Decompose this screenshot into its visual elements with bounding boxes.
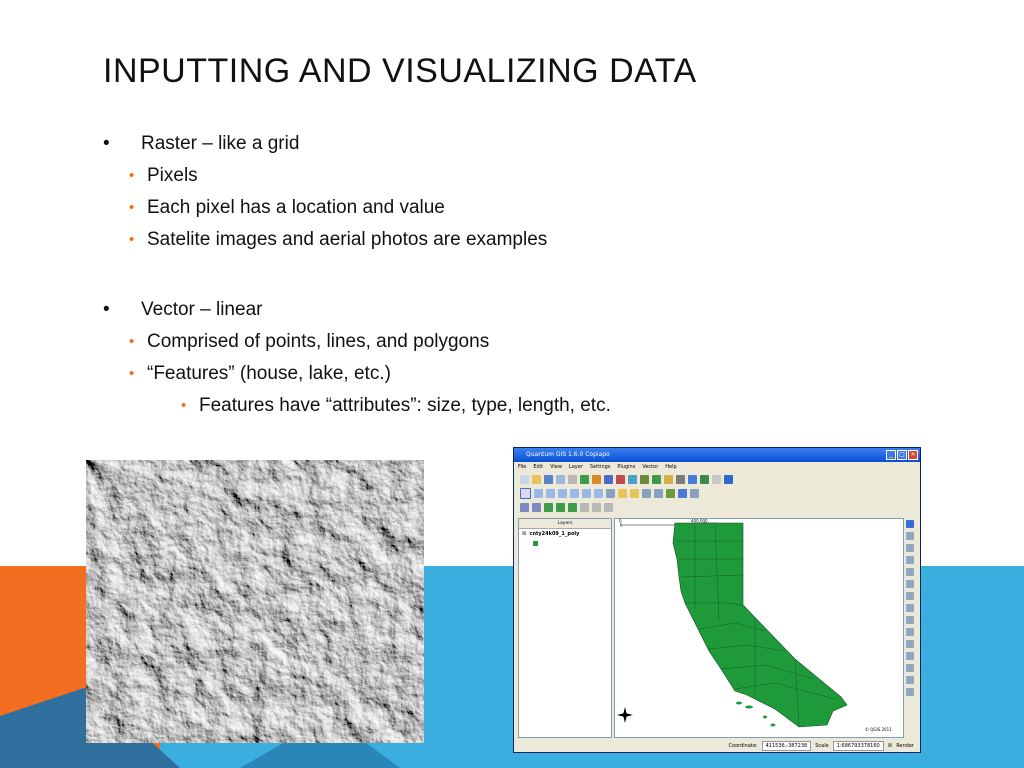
layers-panel-title: Layers xyxy=(519,519,611,529)
print-icon[interactable] xyxy=(568,475,577,484)
zoom-full-icon[interactable] xyxy=(558,489,567,498)
layer-icon[interactable] xyxy=(652,475,661,484)
add-spatialite-icon[interactable] xyxy=(616,475,625,484)
bullet-raster xyxy=(103,128,903,160)
layer-name: cnty24k09_1_poly xyxy=(529,531,580,537)
open-project-icon[interactable] xyxy=(532,475,541,484)
tool-icon[interactable] xyxy=(906,580,914,588)
toolbar-row-1 xyxy=(514,472,920,486)
tool-icon[interactable] xyxy=(906,676,914,684)
bullet-raster-label: Raster – like a grid xyxy=(141,133,300,154)
sub-bullet xyxy=(103,160,903,192)
sub-bullet-text: Each pixel has a location and value xyxy=(147,197,445,218)
qgis-window xyxy=(513,447,921,753)
menu-edit[interactable]: Edit xyxy=(533,464,544,470)
tool-icon[interactable] xyxy=(906,592,914,600)
sub-sub-bullet-text: Features have “attributes”: size, type, length, etc. xyxy=(199,395,611,416)
help-icon[interactable] xyxy=(724,475,733,484)
california-polygon xyxy=(673,523,847,727)
render-label: Render xyxy=(896,743,914,749)
bullet-dot: • xyxy=(181,397,187,414)
render-checkbox[interactable]: ☒ xyxy=(887,743,893,749)
north-arrow-icon xyxy=(617,707,633,723)
add-raster-icon[interactable] xyxy=(592,475,601,484)
menu-view[interactable]: View xyxy=(550,464,562,470)
refresh-icon[interactable] xyxy=(606,489,615,498)
tool-icon[interactable] xyxy=(906,556,914,564)
sub-sub-bullet xyxy=(103,390,903,422)
sub-bullet-text: “Features” (house, lake, etc.) xyxy=(147,363,391,384)
new-layer-icon[interactable] xyxy=(640,475,649,484)
node-tool-icon[interactable] xyxy=(592,503,601,512)
capture-point-icon[interactable] xyxy=(544,503,553,512)
zoom-last-icon[interactable] xyxy=(594,489,603,498)
layer-legend xyxy=(519,539,611,548)
menu-vector[interactable]: Vector xyxy=(642,464,659,470)
tool-icon[interactable] xyxy=(906,652,914,660)
raster-hillshade-image xyxy=(86,460,424,743)
coordinate-label: Coordinate: xyxy=(728,743,758,749)
deselect-icon[interactable] xyxy=(642,489,651,498)
measure-icon[interactable] xyxy=(666,489,675,498)
move-feature-icon[interactable] xyxy=(580,503,589,512)
add-vector-icon[interactable] xyxy=(580,475,589,484)
coordinate-field: 411536,-387238 xyxy=(762,741,812,751)
layer-visibility-checkbox[interactable]: ☒ xyxy=(522,531,527,537)
sub-bullet-text: Pixels xyxy=(147,165,198,186)
tool-icon[interactable] xyxy=(906,688,914,696)
sub-bullet xyxy=(103,326,903,358)
scale-bar-start: 0 xyxy=(619,519,622,524)
map-tips-icon[interactable] xyxy=(678,489,687,498)
menu-settings[interactable]: Settings xyxy=(589,464,611,470)
capture-polygon-icon[interactable] xyxy=(568,503,577,512)
tool-icon[interactable] xyxy=(906,544,914,552)
bullet-list xyxy=(103,128,903,422)
copyright-label: © QGIS 2011 xyxy=(865,727,892,732)
bullet-dot: • xyxy=(103,299,110,320)
toolbar-row-2 xyxy=(514,486,920,500)
save-as-icon[interactable] xyxy=(556,475,565,484)
menu-help[interactable]: Help xyxy=(665,464,677,470)
identify-icon[interactable] xyxy=(618,489,627,498)
overview-icon[interactable] xyxy=(688,475,697,484)
delete-selected-icon[interactable] xyxy=(604,503,613,512)
tool-icon[interactable] xyxy=(906,640,914,648)
scale-bar-end: 400,000 xyxy=(691,519,708,524)
bullet-dot: • xyxy=(129,231,135,248)
toolbar-row-3 xyxy=(514,500,920,514)
status-bar xyxy=(514,740,920,752)
layer-item[interactable] xyxy=(519,529,611,539)
tool-icon[interactable] xyxy=(906,532,914,540)
bullet-dot: • xyxy=(129,365,135,382)
menu-layer[interactable]: Layer xyxy=(568,464,583,470)
menubar xyxy=(514,462,920,472)
select-icon[interactable] xyxy=(630,489,639,498)
tool-icon[interactable] xyxy=(906,664,914,672)
capture-line-icon[interactable] xyxy=(556,503,565,512)
slide-title: INPUTTING AND VISUALIZING DATA xyxy=(103,52,697,90)
sub-bullet xyxy=(103,192,903,224)
right-toolbar xyxy=(906,520,916,696)
tool-icon[interactable] xyxy=(906,628,914,636)
bullet-dot: • xyxy=(103,133,110,154)
add-postgis-icon[interactable] xyxy=(604,475,613,484)
california-county-map xyxy=(615,519,903,737)
bullet-dot: • xyxy=(129,333,135,350)
scale-label: Scale xyxy=(815,743,829,749)
pan-icon[interactable] xyxy=(520,488,531,499)
menu-plugins[interactable]: Plugins xyxy=(617,464,636,470)
window-titlebar xyxy=(514,448,920,462)
add-wms-icon[interactable] xyxy=(628,475,637,484)
zoom-selection-icon[interactable] xyxy=(570,489,579,498)
edit-icon[interactable] xyxy=(664,475,673,484)
save-project-icon[interactable] xyxy=(544,475,553,484)
bullet-dot: • xyxy=(129,199,135,216)
maximize-button[interactable]: □ xyxy=(897,450,907,460)
sub-bullet-text: Satelite images and aerial photos are examples xyxy=(147,229,548,250)
map-canvas[interactable] xyxy=(614,518,904,738)
layers-panel xyxy=(518,518,612,738)
bookmark-icon[interactable] xyxy=(690,489,699,498)
show-all-icon[interactable] xyxy=(700,475,709,484)
new-project-icon[interactable] xyxy=(520,475,529,484)
layer-symbol-swatch xyxy=(533,541,538,546)
bullet-vector-label: Vector – linear xyxy=(141,299,263,320)
bullet-dot: • xyxy=(129,167,135,184)
zoom-out-icon[interactable] xyxy=(546,489,555,498)
tool-icon[interactable] xyxy=(906,568,914,576)
save-edits-icon[interactable] xyxy=(532,503,541,512)
tool-icon[interactable] xyxy=(906,616,914,624)
zoom-layer-icon[interactable] xyxy=(582,489,591,498)
sub-bullet xyxy=(103,224,903,256)
minimize-button[interactable]: _ xyxy=(886,450,896,460)
digitize-icon[interactable] xyxy=(520,503,529,512)
sub-bullet-text: Comprised of points, lines, and polygons xyxy=(147,331,490,352)
hide-all-icon[interactable] xyxy=(712,475,721,484)
bullet-vector xyxy=(103,294,903,326)
scale-field[interactable]: 1:686793378160 xyxy=(833,741,884,751)
window-title: Quantum GIS 1.6.0 Copiapo xyxy=(526,451,610,458)
attribute-table-icon[interactable] xyxy=(654,489,663,498)
menu-file[interactable]: File xyxy=(518,464,527,470)
sub-bullet xyxy=(103,358,903,390)
remove-layer-icon[interactable] xyxy=(676,475,685,484)
edit-pencil-icon[interactable] xyxy=(906,520,914,528)
tool-icon[interactable] xyxy=(906,604,914,612)
zoom-in-icon[interactable] xyxy=(534,489,543,498)
close-button[interactable]: × xyxy=(908,450,918,460)
